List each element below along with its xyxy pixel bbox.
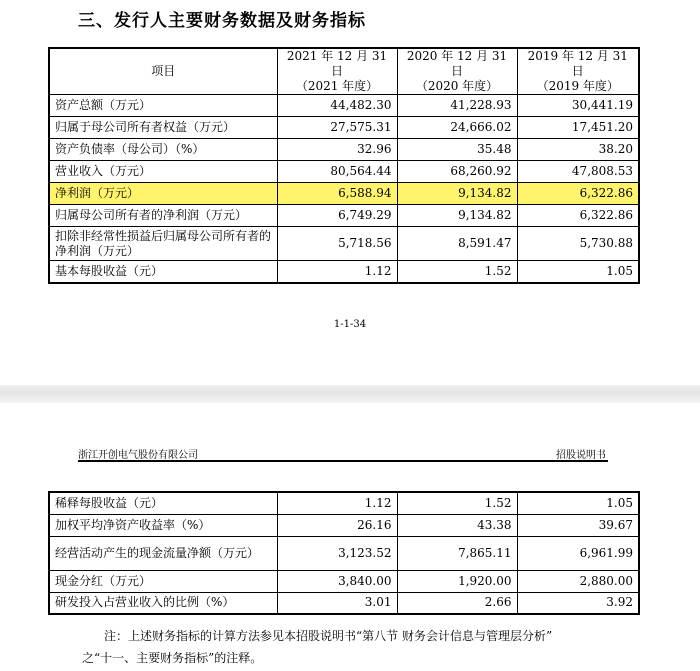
header-2019-year: （2019 年度）: [536, 79, 619, 93]
header-2020: [397, 48, 517, 95]
cell-2021: 3,123.52: [277, 536, 397, 570]
cell-2020: 35.48: [397, 139, 517, 161]
table-row: [49, 492, 639, 514]
table-row: [49, 592, 639, 614]
cell-2021: 32.96: [277, 139, 397, 161]
header-2020-year: （2020 年度）: [415, 79, 499, 93]
table-row: [49, 570, 639, 592]
cell-2021: 26.16: [277, 514, 397, 536]
table-row: [49, 161, 639, 183]
cell-2021: 27,575.31: [277, 117, 397, 139]
cell-2020: 2.66: [397, 592, 517, 614]
header-item: 项目: [49, 48, 277, 95]
table-row: [49, 536, 639, 570]
cell-2019: 3.92: [517, 592, 639, 614]
table-row: [49, 227, 639, 261]
cell-2019: 2,880.00: [517, 570, 639, 592]
cell-2021: 6,749.29: [277, 205, 397, 227]
table-row: [49, 117, 639, 139]
cell-2020: 41,228.93: [397, 95, 517, 117]
cell-2021: 1.12: [277, 261, 397, 283]
header-2019-date: 2019 年 12 月 31 日: [527, 49, 628, 78]
cell-2019: 30,441.19: [517, 95, 639, 117]
table-header-row: [49, 48, 639, 95]
header-2020-date: 2020 年 12 月 31 日: [406, 49, 508, 78]
row-label: 净利润（万元）: [49, 183, 277, 205]
table-row: [49, 514, 639, 536]
table-row: [49, 95, 639, 117]
cell-2019: 5,730.88: [517, 227, 639, 261]
row-label: 稀释每股收益（元）: [49, 492, 277, 514]
footnote: [82, 625, 642, 669]
cell-2020: 1,920.00: [397, 570, 517, 592]
cell-2019: 38.20: [517, 139, 639, 161]
document-type: 招股说明书: [556, 450, 606, 461]
cell-2020: 8,591.47: [397, 227, 517, 261]
table-row-highlighted: [49, 183, 639, 205]
header-2019: [517, 48, 639, 95]
cell-2020: 9,134.82: [397, 183, 517, 205]
row-label: 归属母公司所有者的净利润（万元）: [49, 205, 277, 227]
header-2021-year: （2021 年度）: [295, 79, 379, 93]
cell-2020: 9,134.82: [397, 205, 517, 227]
cell-2020: 1.52: [397, 492, 517, 514]
cell-2020: 1.52: [397, 261, 517, 283]
cell-2019: 6,322.86: [517, 183, 639, 205]
cell-2020: 24,666.02: [397, 117, 517, 139]
table-row: [49, 205, 639, 227]
financial-table-bottom: [48, 491, 640, 615]
cell-2020: 7,865.11: [397, 536, 517, 570]
cell-2021: 3,840.00: [277, 570, 397, 592]
footnote-line-1: 注：上述财务指标的计算方法参见本招股说明书“第八节 财务会计信息与管理层分析”: [104, 629, 553, 643]
cell-2019: 47,808.53: [517, 161, 639, 183]
cell-2021: 5,718.56: [277, 227, 397, 261]
row-label: 加权平均净资产收益率（%）: [49, 514, 277, 536]
cell-2019: 6,322.86: [517, 205, 639, 227]
row-label: 资产负债率（母公司）（%）: [49, 139, 277, 161]
table-row: [49, 139, 639, 161]
table-row: [49, 261, 639, 283]
row-label: 经营活动产生的现金流量净额（万元）: [49, 536, 277, 570]
financial-table-top: [48, 47, 640, 284]
page-break: [0, 385, 700, 403]
cell-2021: 6,588.94: [277, 183, 397, 205]
row-label: 扣除非经常性损益后归属母公司所有者的净利润（万元）: [49, 227, 277, 261]
footnote-line-2: 之“十一、主要财务指标”的注释。: [82, 651, 263, 665]
page-header: [78, 446, 608, 462]
cell-2019: 1.05: [517, 492, 639, 514]
cell-2019: 1.05: [517, 261, 639, 283]
row-label: 资产总额（万元）: [49, 95, 277, 117]
page-number: 1-1-34: [333, 319, 367, 330]
row-label: 营业收入（万元）: [49, 161, 277, 183]
section-title: 三、发行人主要财务数据及财务指标: [78, 11, 366, 31]
row-label: 现金分红（万元）: [49, 570, 277, 592]
cell-2021: 1.12: [277, 492, 397, 514]
cell-2021: 44,482.30: [277, 95, 397, 117]
cell-2019: 6,961.99: [517, 536, 639, 570]
header-2021: [277, 48, 397, 95]
row-label: 基本每股收益（元）: [49, 261, 277, 283]
cell-2021: 3.01: [277, 592, 397, 614]
cell-2019: 39.67: [517, 514, 639, 536]
cell-2020: 68,260.92: [397, 161, 517, 183]
row-label: 归属于母公司所有者权益（万元）: [49, 117, 277, 139]
cell-2019: 17,451.20: [517, 117, 639, 139]
cell-2020: 43.38: [397, 514, 517, 536]
company-name: 浙江开创电气股份有限公司: [78, 450, 198, 461]
header-2021-date: 2021 年 12 月 31 日: [286, 49, 388, 78]
row-label: 研发投入占营业收入的比例（%）: [49, 592, 277, 614]
cell-2021: 80,564.44: [277, 161, 397, 183]
